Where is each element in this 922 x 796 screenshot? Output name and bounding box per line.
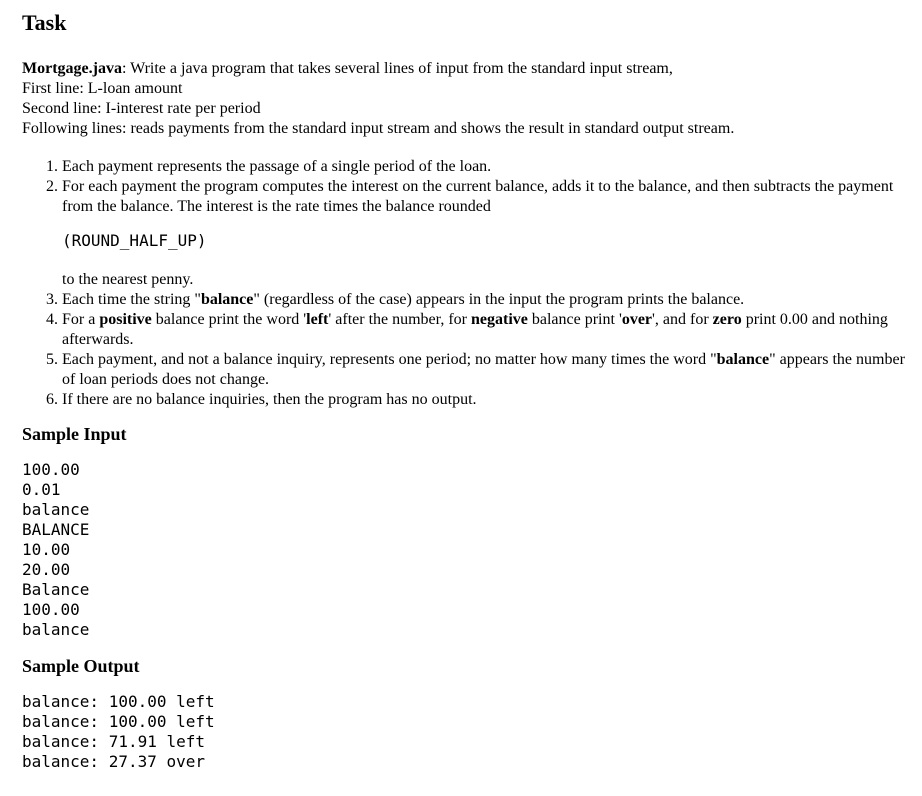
sample-input-line: 100.00 (22, 600, 80, 619)
sample-input-line: 10.00 (22, 540, 71, 559)
requirement-5: 5. Each payment, and not a balance inquiry, represents one period; no matter how many times the word "balance" appears the number of loan periods does not change. (62, 350, 922, 390)
sample-output-line: balance: 100.00 left (22, 712, 215, 731)
task-intro (22, 59, 922, 139)
sample-input-heading: Sample Input (22, 424, 127, 444)
filename: Mortgage.java (22, 60, 122, 77)
input-line-2-spec: Second line: I-interest rate per period (22, 100, 261, 117)
requirement-6: 6. If there are no balance inquiries, then the program has no output. (62, 390, 922, 410)
input-following-lines-spec: Following lines: reads payments from the standard input stream and shows the result in standard output stream. (22, 120, 735, 137)
requirement-1: 1. Each payment represents the passage of a single period of the loan. (62, 157, 922, 177)
sample-input-block (22, 460, 922, 640)
task-description: : Write a java program that takes several lines of input from the standard input stream, (121, 60, 673, 77)
sample-output-line: balance: 100.00 left (22, 692, 215, 711)
sample-output-heading: Sample Output (22, 656, 140, 676)
sample-output-line: balance: 71.91 left (22, 732, 206, 751)
sample-input-line: balance (22, 620, 90, 639)
page-title: Task (22, 10, 67, 35)
input-line-1-spec: First line: L-loan amount (22, 80, 183, 97)
sample-input-line: Balance (22, 580, 90, 599)
sample-input-line: balance (22, 500, 90, 519)
sample-input-line: 0.01 (22, 480, 61, 499)
sample-input-line: 20.00 (22, 560, 71, 579)
requirement-2: 2. For each payment the program computes the interest on the current balance, adds it to the balance, and then subtracts the payment from the balance. The interest is the rate times the balance rounded (ROUND_HALF_UP) to the nearest penny. (62, 177, 922, 290)
rounding-mode-code: (ROUND_HALF_UP) (62, 231, 207, 250)
requirements-list (22, 157, 922, 410)
sample-input-line: 100.00 (22, 460, 80, 479)
sample-output-block (22, 692, 922, 772)
sample-output-line: balance: 27.37 over (22, 752, 206, 771)
sample-input-line: BALANCE (22, 520, 90, 539)
requirement-4: 4. For a positive balance print the word 'left' after the number, for negative balance print 'over', and for zero print 0.00 and nothing afterwards. (62, 310, 922, 350)
intro-first-line (22, 59, 922, 79)
requirement-3: 3. Each time the string "balance" (regardless of the case) appears in the input the program prints the balance. (62, 290, 922, 310)
